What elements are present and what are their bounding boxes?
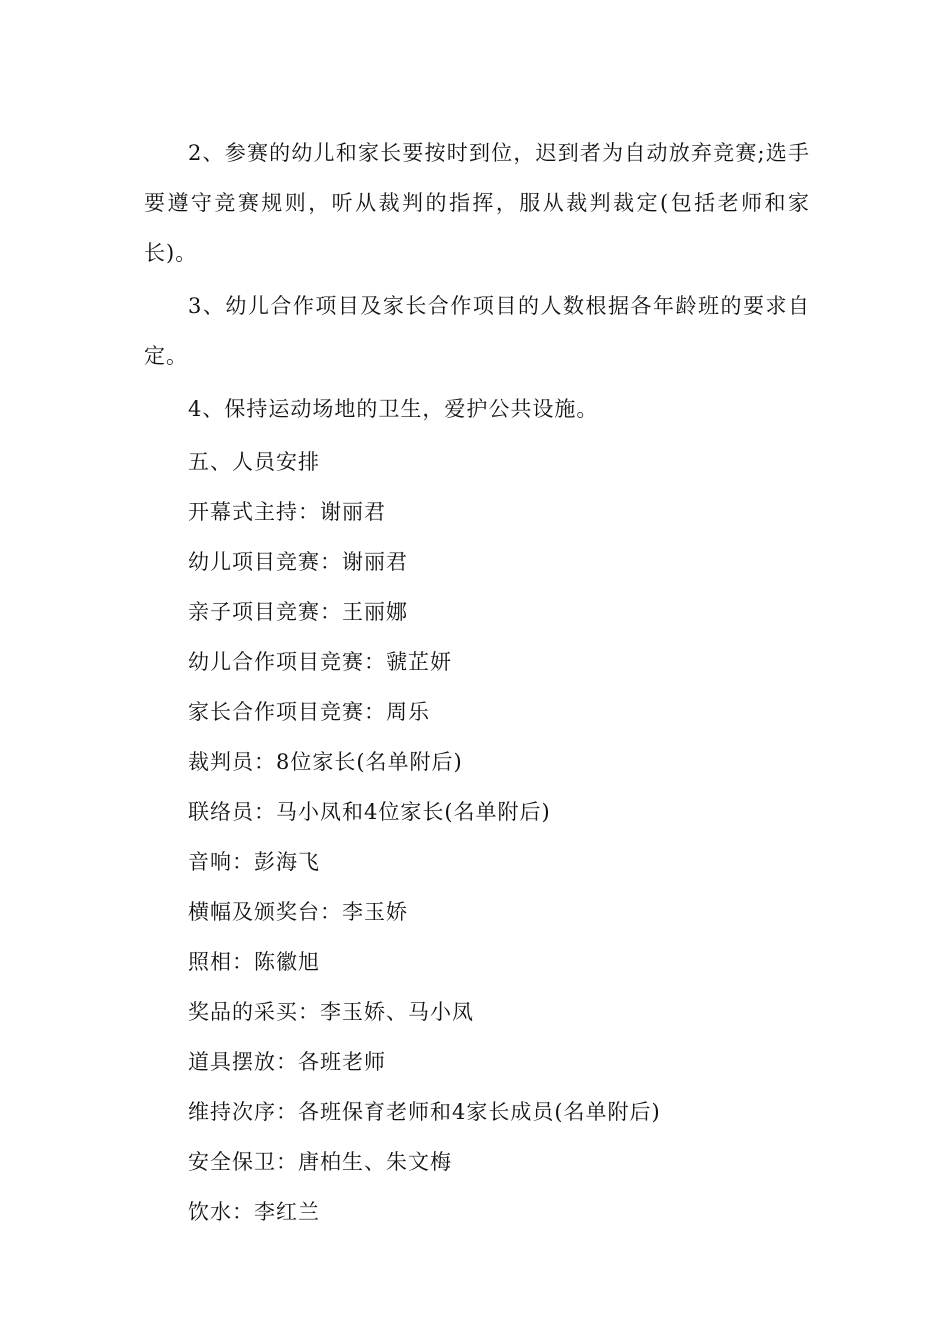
staff-line-opening-host: 开幕式主持：谢丽君 [188,500,386,524]
staff-line-security: 安全保卫：唐柏生、朱文梅 [188,1150,452,1174]
document-body [144,128,810,1237]
rule-paragraph-2: 2、参赛的幼儿和家长要按时到位，迟到者为自动放弃竞赛;选手要遵守竞赛规则，听从裁判的指挥，服从裁判裁定(包括老师和家长)。 [144,141,810,265]
staff-line-drinking-water: 饮水：李红兰 [188,1200,320,1224]
staff-line-child-events: 幼儿项目竞赛：谢丽君 [188,550,408,574]
staff-line-audio: 音响：彭海飞 [188,850,320,874]
staff-line-parent-team-events: 家长合作项目竞赛：周乐 [188,700,430,724]
staff-line-liaisons: 联络员：马小凤和4位家长(名单附后) [188,800,551,824]
staff-line-parent-child-events: 亲子项目竞赛：王丽娜 [188,600,408,624]
rule-paragraph-4: 4、保持运动场地的卫生，爱护公共设施。 [188,397,599,421]
section-heading: 五、人员安排 [188,450,320,474]
rule-paragraph-3: 3、幼儿合作项目及家长合作项目的人数根据各年龄班的要求自定。 [144,294,810,368]
staff-line-photography: 照相：陈徽旭 [188,950,320,974]
staff-line-child-team-events: 幼儿合作项目竞赛：虢芷妍 [188,650,452,674]
staff-line-referees: 裁判员：8位家长(名单附后) [188,750,463,774]
staff-line-order-keeping: 维持次序：各班保育老师和4家长成员(名单附后) [188,1100,661,1124]
staff-line-props-setup: 道具摆放：各班老师 [188,1050,386,1074]
staff-line-prize-purchase: 奖品的采买：李玉娇、马小凤 [188,1000,474,1024]
staff-line-banner-podium: 横幅及颁奖台：李玉娇 [188,900,408,924]
